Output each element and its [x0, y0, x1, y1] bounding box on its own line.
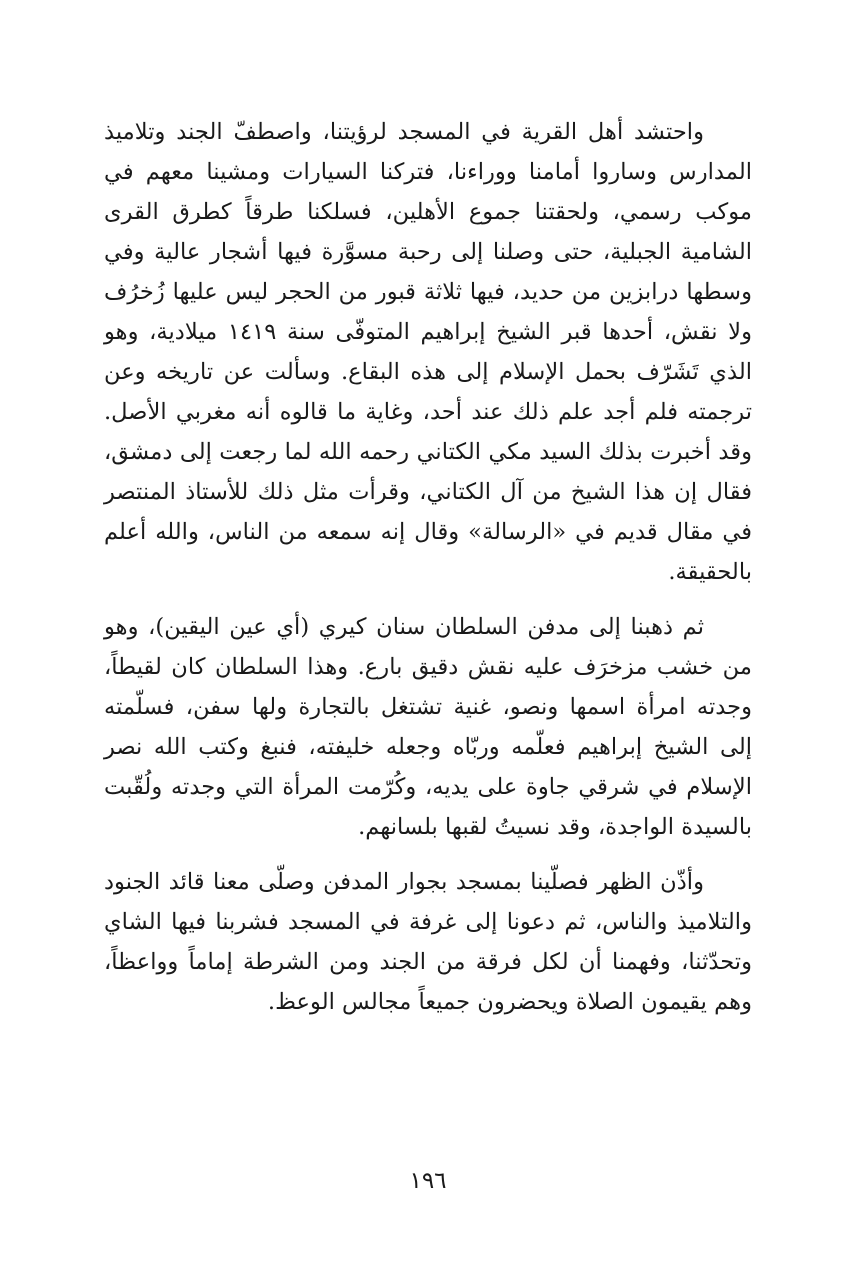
- paragraph-2: ثم ذهبنا إلى مدفن السلطان سنان كيري (أي عين اليقين)، وهو من خشب مزخرَف عليه نقش دقيق بارع. وهذا السلطان كان لقيطاً، وجدته امرأة اسمها ونصو، غنية تشتغل بالتجارة ولها سفن، فسلّمته إلى الشيخ إبراهيم فعلّمه وربّاه وجعله خليفته، فنبغ وكتب الله نصر الإسلام في شرقي جاوة على يديه، وكُرّمت المرأة التي وجدته ولُقّبت بالسيدة الواجدة، وقد نسيتُ لقبها بلسانهم.: [104, 614, 752, 840]
- paragraph-1: واحتشد أهل القرية في المسجد لرؤيتنا، واصطفّ الجند وتلاميذ المدارس وساروا أمامنا ووراءنا، فتركنا السيارات ومشينا معهم في موكب رسمي، ولحقتنا جموع الأهلين، فسلكنا طرقاً كطرق القرى الشامية الجبلية، حتى وصلنا إلى رحبة مسوَّرة فيها أشجار عالية وفي وسطها درابزين من حديد، فيها ثلاثة قبور من الحجر ليس عليها زُخرُف ولا نقش، أحدها قبر الشيخ إبراهيم المتوفّى سنة ١٤١٩ ميلادية، وهو الذي تَشَرّف بحمل الإسلام إلى هذه البقاع. وسألت عن تاريخه وعن ترجمته فلم أجد علم ذلك عند أحد، وغاية ما قالوه أنه مغربي الأصل. وقد أخبرت بذلك السيد مكي الكتاني رحمه الله لما رجعت إلى دمشق، فقال إن هذا الشيخ من آل الكتاني، وقرأت مثل ذلك للأستاذ المنتصر في مقال قديم في «الرسالة» وقال إنه سمعه من الناس، والله أعلم بالحقيقة.: [104, 119, 753, 585]
- body-text: [104, 112, 752, 1022]
- page-number: ١٩٦: [409, 1168, 447, 1194]
- paragraph-3: وأذّن الظهر فصلّينا بمسجد بجوار المدفن وصلّى معنا قائد الجنود والتلاميذ والناس، ثم دعونا إلى غرفة في المسجد فشربنا فيها الشاي وتحدّثنا، وفهمنا أن لكل فرقة من الجند ومن الشرطة إماماً وواعظاً، وهم يقيمون الصلاة ويحضرون جميعاً مجالس الوعظ.: [104, 869, 752, 1015]
